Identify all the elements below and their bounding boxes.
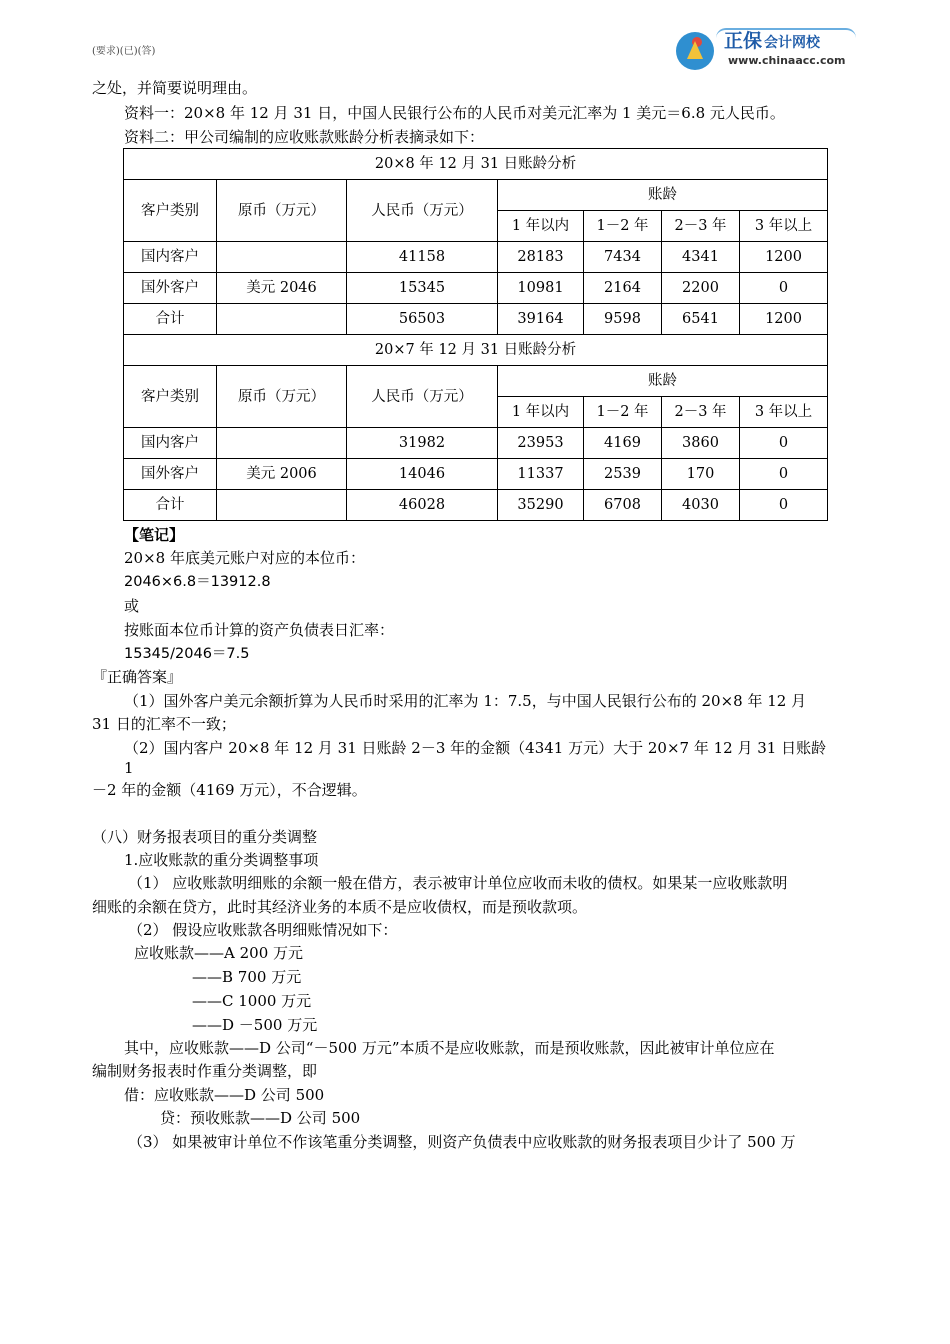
header-bucket-4: 3 年以上	[740, 397, 828, 428]
table-row	[124, 242, 828, 273]
cell: 14046	[347, 459, 498, 490]
section-title-row	[124, 335, 828, 366]
cell: 国外客户	[124, 273, 217, 304]
intro-line-3: 资料二：甲公司编制的应收账款账龄分析表摘录如下：	[124, 128, 485, 146]
header-bucket-3: 2－3 年	[662, 211, 740, 242]
cell: 23953	[498, 428, 584, 459]
cell: 7434	[584, 242, 662, 273]
table-row	[124, 273, 828, 304]
header-aging: 账龄	[498, 366, 828, 397]
table-row	[124, 304, 828, 335]
header-original: 原币（万元）	[217, 180, 347, 242]
cell: 15345	[347, 273, 498, 304]
account-line-d: ——D －500 万元	[192, 1016, 318, 1034]
header-category: 客户类别	[124, 180, 217, 242]
cell: 31982	[347, 428, 498, 459]
section8-p1-a: （1） 应收账款明细账的余额一般在借方，表示被审计单位应收而未收的债权。如果某一应收账款明	[128, 874, 788, 892]
cell: 10981	[498, 273, 584, 304]
answer-p1-b: 31 日的汇率不一致；	[92, 715, 236, 733]
header-aging: 账龄	[498, 180, 828, 211]
section8-p2: （2） 假设应收账款各明细账情况如下：	[128, 921, 398, 939]
notes-line-5: 15345/2046＝7.5	[124, 646, 250, 662]
cell: 39164	[498, 304, 584, 335]
intro-line-1: 之处，并简要说明理由。	[92, 79, 258, 97]
cell: 6708	[584, 490, 662, 521]
section-title-row	[124, 149, 828, 180]
cell	[217, 428, 347, 459]
logo-brand-sub: 会计网校	[764, 35, 821, 51]
cell: 合计	[124, 490, 217, 521]
header-bucket-2: 1－2 年	[584, 211, 662, 242]
header-rmb: 人民币（万元）	[347, 366, 498, 428]
cell: 1200	[740, 242, 828, 273]
cell: 3860	[662, 428, 740, 459]
logo-brand	[724, 30, 820, 54]
answer-p2-a: （2）国内客户 20×8 年 12 月 31 日账龄 2－3 年的金额（4341 万元）大于 20×7 年 12 月 31 日账龄	[124, 739, 827, 757]
section8-sub1: 1.应收账款的重分类调整事项	[124, 851, 319, 869]
notes-heading: 【笔记】	[124, 526, 185, 544]
section8-heading: （八）财务报表项目的重分类调整	[92, 828, 318, 846]
cell: 9598	[584, 304, 662, 335]
cell	[217, 242, 347, 273]
section8-p3-b: 编制财务报表时作重分类调整，即	[92, 1062, 318, 1080]
header-category: 客户类别	[124, 366, 217, 428]
notes-line-4: 按账面本位币计算的资产负债表日汇率：	[124, 621, 395, 639]
cell: 4030	[662, 490, 740, 521]
table-row	[124, 459, 828, 490]
cell: 46028	[347, 490, 498, 521]
table-row	[124, 490, 828, 521]
cell: 美元 2006	[217, 459, 347, 490]
header-bucket-3: 2－3 年	[662, 397, 740, 428]
cell: 1200	[740, 304, 828, 335]
cell: 35290	[498, 490, 584, 521]
cell: 2539	[584, 459, 662, 490]
cell: 2164	[584, 273, 662, 304]
header-bucket-4: 3 年以上	[740, 211, 828, 242]
answer-p2-b: 1	[124, 759, 134, 777]
notes-line-1: 20×8 年底美元账户对应的本位币：	[124, 549, 365, 567]
header-bucket-1: 1 年以内	[498, 397, 584, 428]
cell: 0	[740, 273, 828, 304]
logo-emblem-icon	[676, 32, 714, 70]
cut-off-text: (要求)(已)(答)	[92, 46, 156, 57]
cell: 4169	[584, 428, 662, 459]
section8-p3-a: 其中，应收账款——D 公司“－500 万元”本质不是应收账款，而是预收账款，因此被审计单位应在	[124, 1039, 775, 1057]
header-row	[124, 180, 828, 211]
cell: 41158	[347, 242, 498, 273]
answer-heading: 『正确答案』	[92, 668, 183, 686]
cell: 56503	[347, 304, 498, 335]
header-bucket-1: 1 年以内	[498, 211, 584, 242]
answer-p1-a: （1）国外客户美元余额折算为人民币时采用的汇率为 1：7.5，与中国人民银行公布的 20×8 年 12 月	[124, 692, 807, 710]
chinaacc-logo	[676, 28, 866, 74]
logo-url: www.chinaacc.com	[728, 54, 846, 67]
aging-analysis-table	[123, 148, 828, 521]
cell: 6541	[662, 304, 740, 335]
intro-line-2: 资料一：20×8 年 12 月 31 日，中国人民银行公布的人民币对美元汇率为 1 美元＝6.8 元人民币。	[124, 104, 785, 122]
cell	[217, 304, 347, 335]
account-line-a: 应收账款——A 200 万元	[134, 944, 303, 962]
journal-debit: 借：应收账款——D 公司 500	[124, 1086, 325, 1104]
cell: 0	[740, 459, 828, 490]
logo-brand-name: 正保	[724, 30, 763, 52]
cell: 0	[740, 490, 828, 521]
header-bucket-2: 1－2 年	[584, 397, 662, 428]
cell	[217, 490, 347, 521]
account-line-b: ——B 700 万元	[192, 968, 302, 986]
journal-credit: 贷：预收账款——D 公司 500	[160, 1109, 361, 1127]
cell: 美元 2046	[217, 273, 347, 304]
answer-p2-c: －2 年的金额（4169 万元），不合逻辑。	[92, 781, 367, 799]
account-line-c: ——C 1000 万元	[192, 992, 312, 1010]
section-title: 20×8 年 12 月 31 日账龄分析	[124, 149, 828, 180]
cell: 170	[662, 459, 740, 490]
header-row	[124, 366, 828, 397]
cell: 合计	[124, 304, 217, 335]
cell: 4341	[662, 242, 740, 273]
cell: 国内客户	[124, 428, 217, 459]
cell: 国外客户	[124, 459, 217, 490]
cell: 28183	[498, 242, 584, 273]
cell: 2200	[662, 273, 740, 304]
notes-line-2: 2046×6.8＝13912.8	[124, 574, 271, 590]
cell: 国内客户	[124, 242, 217, 273]
section8-p1-b: 细账的余额在贷方，此时其经济业务的本质不是应收债权，而是预收款项。	[92, 898, 588, 916]
notes-line-3: 或	[124, 597, 140, 615]
header-original: 原币（万元）	[217, 366, 347, 428]
cell: 11337	[498, 459, 584, 490]
section8-p4: （3） 如果被审计单位不作该笔重分类调整，则资产负债表中应收账款的财务报表项目少计了 500 万	[128, 1133, 796, 1151]
header-rmb: 人民币（万元）	[347, 180, 498, 242]
cell: 0	[740, 428, 828, 459]
table-row	[124, 428, 828, 459]
section-title: 20×7 年 12 月 31 日账龄分析	[124, 335, 828, 366]
